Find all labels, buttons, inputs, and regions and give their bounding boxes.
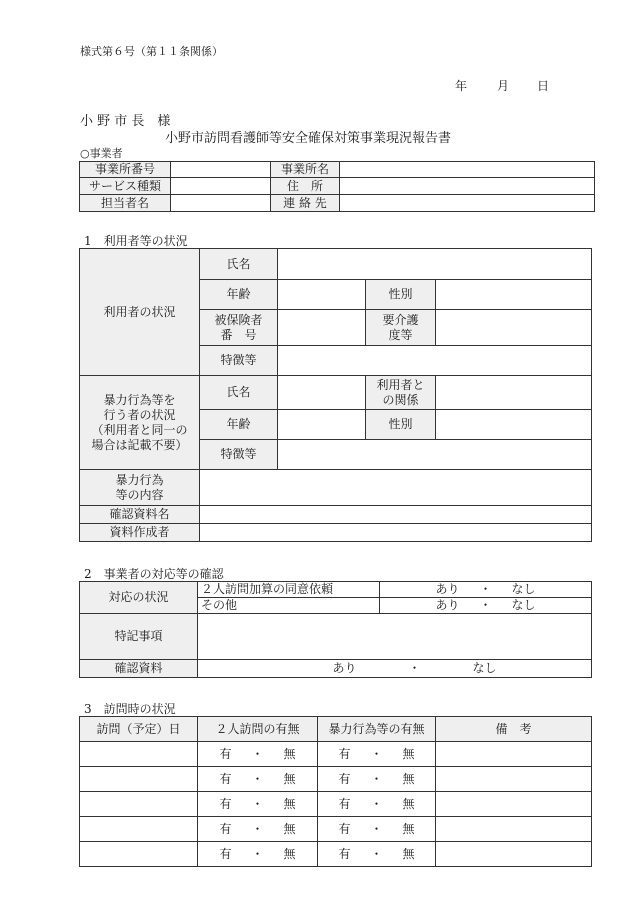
doc-author-label: 資料作成者 [80,524,200,542]
violator-features-field[interactable] [278,440,592,470]
violence-content-label: 暴力行為 等の内容 [80,470,200,506]
remarks-cell[interactable] [436,767,592,792]
violator-age-label: 年齢 [200,410,278,440]
table-row [80,742,592,767]
person-in-charge-label: 担当者名 [80,195,171,212]
violator-features-label: 特徴等 [200,440,278,470]
remarks-cell[interactable] [436,742,592,767]
table-row [80,767,592,792]
table-row [80,195,595,212]
visit-date-cell[interactable] [80,792,198,817]
section1-heading: 1 利用者等の状況 [84,234,188,248]
relation-field[interactable] [436,376,592,410]
table-row [80,817,592,842]
insured-number-label: 被保険者 番 号 [200,310,278,346]
two-person-visit-options[interactable]: 有 ・ 無 [198,792,318,817]
remarks-cell[interactable] [436,842,592,867]
violence-options[interactable]: 有 ・ 無 [318,792,436,817]
user-name-field[interactable] [278,249,592,280]
form-number: 様式第６号（第１１条関係） [80,45,223,58]
office-table [79,161,595,212]
violator-age-field[interactable] [278,410,366,440]
visit-date-cell[interactable] [80,842,198,867]
service-type-field[interactable] [171,178,271,195]
care-level-label: 要介護 度等 [366,310,436,346]
other-options[interactable]: あり ・ なし [380,598,592,614]
date-month-label: 月 [497,79,510,93]
care-level-field[interactable] [436,310,592,346]
user-gender-label: 性別 [366,280,436,310]
violence-options[interactable]: 有 ・ 無 [318,842,436,867]
two-person-visit-options[interactable]: 有 ・ 無 [198,842,318,867]
violator-gender-label: 性別 [366,410,436,440]
violence-options[interactable]: 有 ・ 無 [318,817,436,842]
confirm-docs-options[interactable]: あり ・ なし [198,660,592,678]
col-header-remarks: 備 考 [436,717,592,742]
table-row [80,162,595,178]
address-label: 住 所 [271,178,340,195]
user-status-table [79,248,592,542]
table-row [80,524,592,542]
page-title: 小野市訪問看護師等安全確保対策事業現況報告書 [165,131,452,146]
table-row [80,792,592,817]
table-row [80,660,592,678]
visit-date-cell[interactable] [80,742,198,767]
table-row [80,376,592,410]
office-number-field[interactable] [171,162,271,178]
user-features-label: 特徴等 [200,346,278,376]
user-name-label: 氏名 [200,249,278,280]
relation-label: 利用者と の関係 [366,376,436,410]
two-person-consent-options[interactable]: あり ・ なし [380,582,592,598]
two-person-visit-options[interactable]: 有 ・ 無 [198,767,318,792]
table-row [80,614,592,660]
table-row [80,582,592,598]
person-in-charge-field[interactable] [171,195,271,212]
doc-author-field[interactable] [200,524,592,542]
col-header-violence: 暴力行為等の有無 [318,717,436,742]
contact-label: 連 絡 先 [271,195,340,212]
office-section-label: ○事業者 [80,147,123,160]
violence-content-field[interactable] [200,470,592,506]
violator-gender-field[interactable] [436,410,592,440]
visit-date-cell[interactable] [80,767,198,792]
col-header-two-person: ２人訪問の有無 [198,717,318,742]
user-age-field[interactable] [278,280,366,310]
special-notes-field[interactable] [198,614,592,660]
addressee: 小 野 市 長 様 [80,114,171,129]
table-row [80,249,592,280]
address-field[interactable] [340,178,595,195]
response-table [79,581,592,678]
other-label: その他 [198,598,380,614]
user-features-field[interactable] [278,346,592,376]
office-name-field[interactable] [340,162,595,178]
visits-table [79,716,592,867]
table-row [80,506,592,524]
insured-number-field[interactable] [278,310,366,346]
col-header-visit-date: 訪問（予定）日 [80,717,198,742]
user-status-label: 利用者の状況 [80,249,200,376]
table-row [80,178,595,195]
confirm-doc-name-label: 確認資料名 [80,506,200,524]
table-row [80,842,592,867]
special-notes-label: 特記事項 [80,614,198,660]
remarks-cell[interactable] [436,792,592,817]
violator-name-field[interactable] [278,376,366,410]
remarks-cell[interactable] [436,817,592,842]
violence-options[interactable]: 有 ・ 無 [318,742,436,767]
confirm-doc-name-field[interactable] [200,506,592,524]
violator-name-label: 氏名 [200,376,278,410]
two-person-visit-options[interactable]: 有 ・ 無 [198,817,318,842]
visit-date-cell[interactable] [80,817,198,842]
user-gender-field[interactable] [436,280,592,310]
service-type-label: サービス種類 [80,178,171,195]
table-row [80,470,592,506]
violence-options[interactable]: 有 ・ 無 [318,767,436,792]
user-age-label: 年齢 [200,280,278,310]
office-number-label: 事業所番号 [80,162,171,178]
date-year-label: 年 [455,79,468,93]
confirm-docs-label: 確認資料 [80,660,198,678]
date-day-label: 日 [537,79,550,93]
office-name-label: 事業所名 [271,162,340,178]
response-status-label: 対応の状況 [80,582,198,614]
section3-heading: 3 訪問時の状況 [84,702,176,716]
contact-field[interactable] [340,195,595,212]
violator-status-label: 暴力行為等を 行う者の状況 （利用者と同一の 場合は記載不要） [80,376,200,470]
section2-heading: 2 事業者の対応等の確認 [84,567,224,581]
two-person-visit-options[interactable]: 有 ・ 無 [198,742,318,767]
two-person-consent-label: ２人訪問加算の同意依頼 [198,582,380,598]
table-header-row [80,717,592,742]
